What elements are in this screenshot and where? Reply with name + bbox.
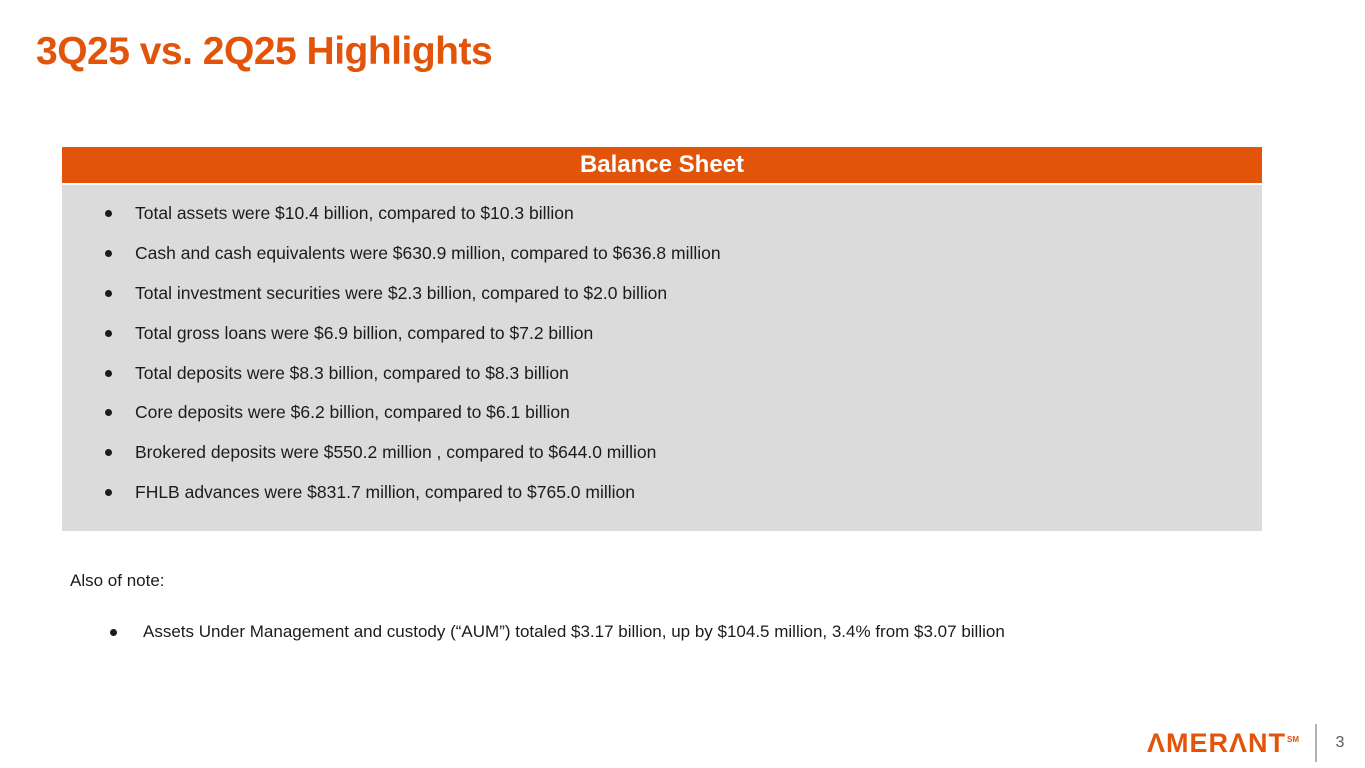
bullet-text: Assets Under Management and custody (“AUM”) totaled $3.17 billion, up by $104.5 million, 3.4% from $3.07 billion [143, 622, 1005, 641]
list-item [105, 274, 1242, 314]
bullet-icon [105, 250, 112, 257]
list-item [105, 234, 1242, 274]
also-of-note-label: Also of note: [70, 571, 165, 590]
bullet-icon [105, 210, 112, 217]
footer-divider [1315, 724, 1317, 762]
bullet-icon [105, 330, 112, 337]
list-item [105, 194, 1242, 234]
bullet-text: Total assets were $10.4 billion, compared to $10.3 billion [135, 203, 574, 224]
bullet-text: Total gross loans were $6.9 billion, compared to $7.2 billion [135, 322, 594, 343]
list-item [105, 313, 1242, 353]
service-mark: SM [1287, 734, 1299, 744]
bullet-text: Total investment securities were $2.3 billion, compared to $2.0 billion [135, 282, 668, 303]
amerant-logo [1146, 727, 1299, 758]
balance-sheet-body [62, 185, 1262, 531]
list-item [105, 433, 1242, 473]
page-title: 3Q25 vs. 2Q25 Highlights [36, 30, 493, 73]
bullet-text: Brokered deposits were $550.2 million , compared to $644.0 million [135, 442, 657, 463]
bullet-icon [105, 449, 112, 456]
bullet-icon [105, 290, 112, 297]
balance-sheet-panel [62, 147, 1262, 531]
bullet-text: Cash and cash equivalents were $630.9 million, compared to $636.8 million [135, 243, 721, 264]
balance-sheet-list [105, 194, 1242, 512]
bullet-text: Total deposits were $8.3 billion, compared to $8.3 billion [135, 362, 569, 383]
slide-footer [1147, 724, 1349, 762]
bullet-icon [105, 370, 112, 377]
bullet-icon [105, 409, 112, 416]
list-item [110, 621, 1005, 643]
note-list-ul [110, 621, 1005, 643]
page-number: 3 [1335, 734, 1345, 751]
bullet-icon [110, 629, 117, 636]
also-of-note-list [110, 621, 1005, 643]
balance-sheet-header: Balance Sheet [62, 147, 1262, 183]
bullet-text: Core deposits were $6.2 billion, compared to $6.1 billion [135, 402, 570, 423]
list-item [105, 393, 1242, 433]
list-item [105, 353, 1242, 393]
list-item [105, 473, 1242, 513]
bullet-text: FHLB advances were $831.7 million, compared to $765.0 million [135, 481, 635, 502]
bullet-icon [105, 489, 112, 496]
amerant-logo-text: ΛMERΛNT [1146, 727, 1286, 758]
